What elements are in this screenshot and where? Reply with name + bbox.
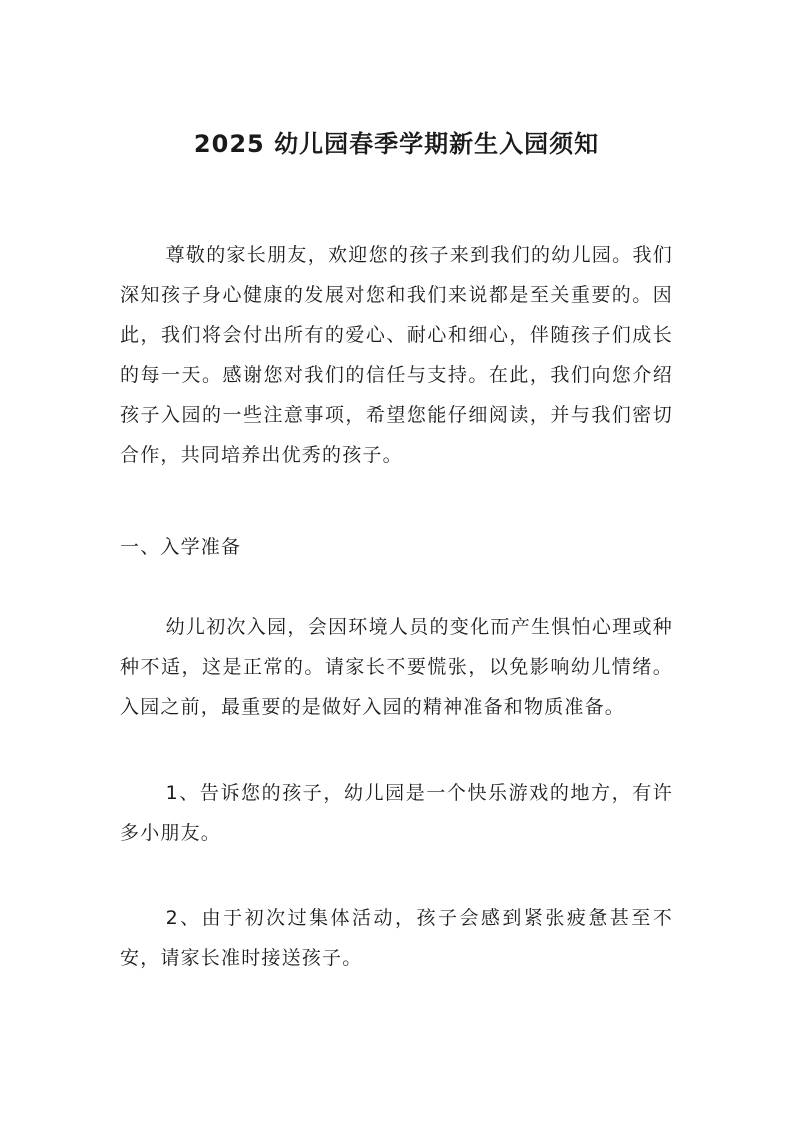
section-heading: 一、入学准备 [120,536,242,558]
document-title: 2025 幼儿园春季学期新生入园须知 [193,130,600,158]
intro-paragraph: 尊敬的家长朋友，欢迎您的孩子来到我们的幼儿园。我们深知孩子身心健康的发展对您和我们来说都是至关重要的。因此，我们将会付出所有的爱心、耐心和细心，伴随孩子们成长的每一天。感谢您对我们的信任与支持。在此，我们向您介绍孩子入园的一些注意事项，希望您能仔细阅读，并与我们密切合作，共同培养出优秀的孩子。 [120,244,673,466]
list-item: 2、由于初次过集体活动，孩子会感到紧张疲惫甚至不安，请家长准时接送孩子。 [120,907,673,969]
list-item: 1、告诉您的孩子，幼儿园是一个快乐游戏的地方，有许多小朋友。 [120,782,673,844]
section-paragraph: 幼儿初次入园，会因环境人员的变化而产生惧怕心理或种种不适，这是正常的。请家长不要慌张，以免影响幼儿情绪。入园之前，最重要的是做好入园的精神准备和物质准备。 [120,616,673,718]
